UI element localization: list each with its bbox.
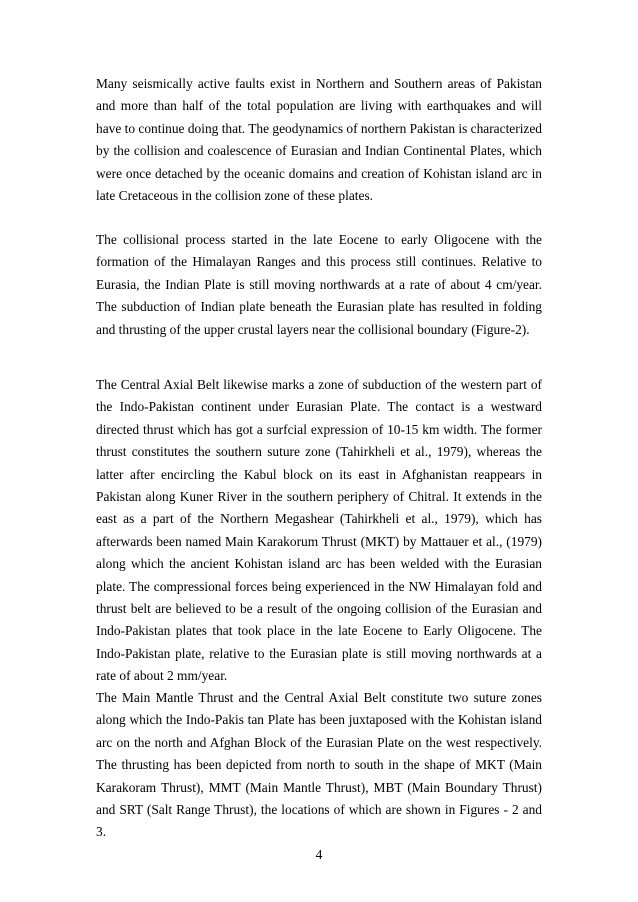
paragraph-main-mantle-thrust: The Main Mantle Thrust and the Central Axial Belt constitute two suture zones along which the Indo-Pakis tan Plate has been juxtaposed with the Kohistan island arc on the north and Afghan Block of the Eurasian Plate on the west respectively. The thrusting has been depicted from north to south in the shape of MKT (Main Karakoram Thrust), MMT (Main Mantle Thrust), MBT (Main Boundary Thrust) and SRT (Salt Range Thrust), the locations of which are shown in Figures - 2 and 3. [96, 690, 542, 840]
paragraph-central-axial-belt: The Central Axial Belt likewise marks a zone of subduction of the western part of the Indo-Pakistan continent under Eurasian Plate. The contact is a westward directed thrust which has got a surfcial expression of 10-15 km width. The former thrust constitutes the southern suture zone (Tahirkheli et al., 1979), whereas the latter after encircling the Kabul block on its east in Afghanistan reappears in Pakistan along Kuner River in the southern periphery of Chitral. It extends in the east as a part of the Northern Megashear (Tahirkheli et al., 1979), which has afterwards been named Main Karakorum Thrust (MKT) by Mattauer et al., (1979) along which the ancient Kohistan island arc has been welded with the Eurasian plate. The compressional forces being experienced in the NW Himalayan fold and thrust belt are believed to be a result of the ongoing collision of the Eurasian and Indo-Pakistan plates that took place in the late Eocene to Early Oligocene. The Indo-Pakistan plate, relative to the Eurasian plate is still moving northwards at a rate of about 2 mm/year. [96, 377, 542, 684]
page-number: 4 [315, 847, 323, 862]
paragraph-collisional-process: The collisional process started in the late Eocene to early Oligocene with the formation of the Himalayan Ranges and this process still continues. Relative to Eurasia, the Indian Plate is still moving northwards at a rate of about 4 cm/year. The subduction of Indian plate beneath the Eurasian plate has resulted in folding and thrusting of the upper crustal layers near the collisional boundary (Figure-2). [96, 232, 542, 337]
paragraph-seismic-faults: Many seismically active faults exist in Northern and Southern areas of Pakistan and more than half of the total population are living with earthquakes and will have to continue doing that. The geodynamics of northern Pakistan is characterized by the collision and coalescence of Eurasian and Indian Continental Plates, which were once detached by the oceanic domains and creation of Kohistan island arc in late Cretaceous in the collision zone of these plates. [96, 76, 542, 204]
